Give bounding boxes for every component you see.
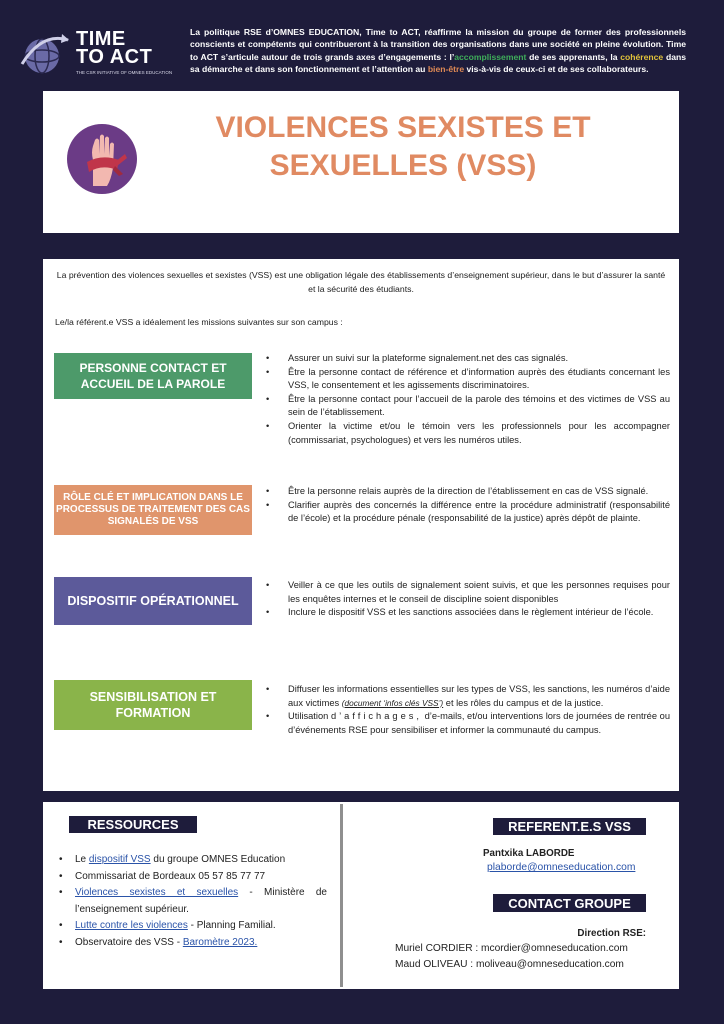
referents-heading: REFERENT.E.S VSS xyxy=(493,818,646,835)
ministere-link[interactable]: Violences sexistes et sexuelles xyxy=(75,887,239,898)
list-item: • Le dispositif VSS du groupe OMNES Education xyxy=(59,852,327,869)
time-to-act-logo xyxy=(18,26,178,82)
raised-hand-icon xyxy=(67,124,137,194)
keyword-accomplissement: accomplissement xyxy=(454,51,527,62)
contact-oliveau: Maud OLIVEAU : moliveau@omneseducation.com xyxy=(395,959,624,970)
section-label-sensibilisation: SENSIBILISATION ET FORMATION xyxy=(54,680,252,730)
section-list-role xyxy=(264,485,670,526)
section-list-contact xyxy=(264,352,670,447)
contact-cordier: Muriel CORDIER : mcordier@omneseducation.com xyxy=(395,943,628,954)
list-item: • Veiller à ce que les outils de signalement soient suivis, et que les personnes requises pour les enquêtes internes et le conseil de discipline soient disponibles xyxy=(264,579,670,606)
list-item: • Être la personne contact de référence et d’information auprès des étudiants concernant les VSS, le consentement et les agissements discriminatoires. xyxy=(264,366,670,393)
globe-logo-icon xyxy=(18,28,70,80)
logo-tagline: THE CSR INITIATIVE OF OMNES EDUCATION xyxy=(76,70,173,75)
referent-name: Pantxika LABORDE xyxy=(483,848,575,859)
list-item: • Assurer un suivi sur la plateforme signalement.net des cas signalés. xyxy=(264,352,670,366)
barometre-link[interactable]: Baromètre 2023. xyxy=(182,936,258,948)
planning-familial-link[interactable]: Lutte contre les violences xyxy=(75,920,188,931)
list-item: • Être la personne relais auprès de la direction de l’établissement en cas de VSS signalé. xyxy=(264,485,670,499)
title-card xyxy=(43,91,679,233)
missions-card xyxy=(43,259,679,791)
section-label-role: RÔLE CLÉ ET IMPLICATION DANS LE PROCESSUS DE TRAITEMENT DES CAS SIGNALÉS DE VSS xyxy=(54,485,252,535)
list-item: • Violences sexistes et sexuelles - Ministère de l’enseignement supérieur. xyxy=(59,885,327,918)
resources-heading: RESSOURCES xyxy=(69,816,197,833)
keyword-bien-etre: bien-être xyxy=(427,64,465,75)
list-item: • Clarifier auprès des concernés la différence entre la procédure administratif (responsabilité de l’école) et la procédure pénale (responsabilité de la justice) après dépôt de plainte. xyxy=(264,499,670,526)
list-item: • Observatoire des VSS - Baromètre 2023. xyxy=(59,935,327,952)
section-label-contact: PERSONNE CONTACT ET ACCUEIL DE LA PAROLE xyxy=(54,353,252,399)
list-item: • Orienter la victime et/ou le témoin vers les professionnels pour les accompagner (commissariat, psychologues) et vers les numéros utiles. xyxy=(264,420,670,447)
list-item: • Inclure le dispositif VSS et les sanctions associées dans le règlement intérieur de l’école. xyxy=(264,606,670,620)
infos-cles-link[interactable]: (document ‘infos clés VSS’) xyxy=(341,697,444,708)
contact-heading: CONTACT GROUPE xyxy=(493,894,646,912)
page-title: VIOLENCES SEXISTES ET SEXUELLES (VSS) xyxy=(215,111,591,182)
resources-card xyxy=(43,802,679,989)
list-item: • Diffuser les informations essentielles sur les types de VSS, les sanctions, les numéros d’aide aux victimes (document ‘infos clés VSS’) et les rôles du campus et de la justice. xyxy=(264,683,670,710)
direction-rse-label: Direction RSE: xyxy=(577,928,646,939)
rse-policy-text: La politique RSE d’OMNES EDUCATION, Time to ACT, réaffirme la mission du groupe de former des professionnels conscients et compétents qui contribueront à la transition des organisations dans une société en pleine évolution. Time to ACT s’articule autour de trois grands axes d’engagements : l’accomplissement de ses apprenants, la cohérence dans sa démarche et dans son fonctionnement et l’attention au bien-être vis-à-vis de ceux-ci et de ses collaborateurs. xyxy=(190,27,686,75)
list-item: • Commissariat de Bordeaux 05 57 85 77 77 xyxy=(59,869,327,886)
section-label-dispositif: DISPOSITIF OPÉRATIONNEL xyxy=(54,577,252,625)
list-item: • Être la personne contact pour l’accueil de la parole des témoins et des victimes de VSS au sein de l’établissement. xyxy=(264,393,670,420)
keyword-coherence: cohérence xyxy=(620,51,664,62)
intro-text: La prévention des violences sexuelles et sexistes (VSS) est une obligation légale des établissements d’enseignement supérieur, dans le but d’assurer la santé et la sécurité des étudiants. xyxy=(56,270,666,294)
referent-email-link[interactable]: plaborde@omneseducation.com xyxy=(487,862,636,873)
dispositif-vss-link[interactable]: dispositif VSS xyxy=(88,854,151,865)
section-list-dispositif xyxy=(264,579,670,620)
missions-intro: Le/la référent.e VSS a idéalement les missions suivantes sur son campus : xyxy=(55,317,343,327)
list-item: • Utilisation d’affichages, d’e-mails, et/ou interventions lors de journées de rentrée ou d’événements RSE pour sensibiliser et informer la communauté du campus. xyxy=(264,710,670,737)
section-list-sensibilisation xyxy=(264,683,670,737)
vertical-divider xyxy=(340,804,343,987)
list-item: • Lutte contre les violences - Planning Familial. xyxy=(59,918,327,935)
logo-wordmark: TIME TO ACT xyxy=(76,28,153,68)
resources-list xyxy=(59,852,327,951)
